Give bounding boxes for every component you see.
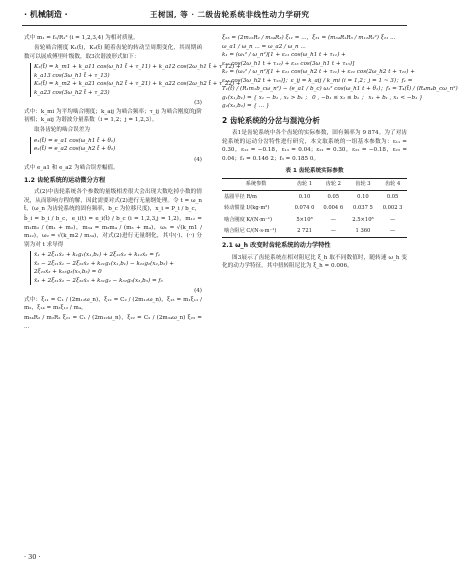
equation-line: k_a13 cos(3ω_h1 t̄ + τ_13)	[34, 72, 110, 79]
equation-line: k₁ = (ω₁² / ω_n²)[1 + ε₁₁ cos(ω_h1 t + τ₁₁) +	[222, 52, 346, 58]
table-cell: —	[390, 228, 396, 234]
page-number: · 30 ·	[24, 553, 41, 561]
table-cell: 基圆半径 R/m	[224, 193, 257, 200]
equation-line: k₂ = (ω₂² / ω_n²)[1 + ε₂₁ cos(ω_h2 t + τ₂₁) + ε₂₂ cos(2ω_h2 t + τ₂₂) +	[222, 69, 415, 75]
paragraph: m₃₄R₂ / m₂R₂ ξ₂₁ = C₁ / (2m₁₂ω_n)，ξ₂₂ = C₂ / (2m₃₄ω_n) ξ₂₃ = ...	[24, 315, 202, 330]
equation-line: K₁(t̄) = k_m1 + k_a11 cos(ω_h1 t̄ + τ_11) + k_a12 cos(2ω_h1 t̄ + τ_12) +	[34, 64, 241, 70]
table-cell: 0.074 0	[294, 205, 315, 211]
equation-line: 2ξ₂₃ẋ₃ + k₂₃g₃(x₃,b₃) = 0	[34, 269, 102, 275]
equation-stiffness	[30, 63, 241, 97]
table-header-cell: 齿轮 2	[325, 181, 341, 187]
paragraph: 式(2)中齿轮系统各个参数的量级相差很大会出现大数吃掉小数的情况，从而影响方程的解，因此需要对式(2)进行无量纲处理。令 t = ω_n t̄，(ω_n 为齿轮系统的固有频率，b_c 为位移尺度)，x_i = P_i / b_c，	[24, 189, 202, 212]
paragraph: b̃_i = b_i / b_c，e_i(t) = e_i(t̄) / b_c (i = 1,2,3,j = 1,2)，m₁₂ = m₁m₂ / (m₁ + m₂)，m₃₄ = m₃m₄ / (m₃ + m₄)，ω₁ = √(k_m1 / m₁₂)，ω₂ = √(k_m2 / m₃₄)，对式(2)进行无量纲化，其中(·)、(··) 分别为对 t 求导得	[24, 216, 202, 248]
equation-motion	[30, 251, 202, 285]
table-header-cell: 齿轮 1	[296, 181, 313, 187]
paragraph: 取各齿轮的啮合误差为	[34, 127, 90, 133]
table-header-cell: 齿轮 4	[384, 181, 401, 187]
paragraph: 式中 e_a1 和 e_a2 为啮合误差幅值。	[24, 165, 119, 171]
table-header-row	[222, 178, 407, 191]
equation-line: g₁(x₁,b₁) = { x₁ − b₁ , x₁ > b₁ ； 0 , −b₁ ≤ x₁ ≤ b₁ ； x₁ + b₁ , x₁ < −b₁ }	[222, 94, 423, 101]
equation-line: ω_a1 / ω_n ... = ω_a2 / ω_n ...	[222, 43, 306, 50]
table-caption: 表 1 齿轮系统实际参数	[285, 168, 344, 174]
equation-line: ẍ₂ − 2ξ₂₁ẋ₁ − 2ξ₂₂ẋ₂ + k₂₁g₁(x₁,b₁) − k₂₂g₂(x₂,b₂) +	[34, 260, 174, 267]
equation-line: ξ₂₃ = (2m₁₂R₂ / m₃₄R₃) ξ₁₁ = ...，ξ₃₁ = (m₃₄R₁R₃ / m₁₂R₂²) ξ₂₁ ...	[222, 35, 396, 41]
equation-coefficients	[222, 34, 458, 111]
table-cell: 转动惯量 I/(kg·m²)	[224, 205, 270, 211]
equation-line: ε₁₂ cos(2ω_h1 t + τ₁₂) + ε₁₃ cos(3ω_h1 t + τ₁₃)]	[222, 60, 355, 67]
equation-line: k_a23 cos(3ω_h2 t̄ + τ_23)	[34, 89, 110, 96]
paragraph: 式中：k_mi 为平均啮合刚度；k_aij 为啮合频率；τ_ij 为啮合刚度的j阶初相；k_aij 为谐波分量系数（i = 1,2；j = 1,2,3）。	[24, 108, 202, 123]
equation-line: K₂(t̄) = k_m2 + k_a21 cos(ω_h2 t̄ + τ_21) + k_a22 cos(2ω_h2 t̄ + τ_22) +	[34, 81, 241, 87]
table-cell: —	[330, 216, 336, 223]
table-cell: 5×10⁸	[296, 216, 313, 223]
equation-number: (4)	[194, 288, 202, 294]
table-row	[222, 226, 407, 238]
page-header	[0, 0, 427, 30]
table-header-cell: 系统参数	[245, 181, 267, 187]
table-cell: 啮合阻尼 C/(N·s·m⁻¹)	[224, 228, 277, 234]
section-heading: 1.2 齿轮系统的运动微分方程	[24, 176, 106, 184]
equation-number: (3)	[194, 100, 202, 106]
equation-line: e₂(t̄) = e_a2 cos(ω_h2 t̄ + θ₂)	[34, 146, 116, 152]
section-heading: 2.1 ω_h 改变时齿轮系统的动力学特性	[222, 242, 331, 249]
running-title: 王树国, 等 · 二级齿轮系统非线性动力学研究	[150, 10, 310, 19]
table-cell: —	[330, 228, 336, 234]
equation-line: e₁(t̄) = e_a1 cos(ω_h1 t̄ + θ₁)	[34, 137, 116, 144]
paragraph: 图3展示了齿轮系统在相对阻尼比 ξ_h 取不同数值时，随转速 ω_h 变化的动力学特征，其中扭转阻尼比为 ξ_h = 0.006。	[222, 254, 407, 269]
equation-line: ẍ₁ + 2ξ₁₁ẋ₁ + k₁g₁(x₁,b₁) + 2ξ₁₂ẋ₂ + k₁₂ẋ₂ = f₁	[34, 252, 161, 258]
equation-line: g₂(x₂,b₂) = { ... }	[222, 103, 270, 109]
equation-line: ε₂₃ cos(3ω_h2 t + τ₂₃)]；ε_ij = k_aij / k_mi (i = 1,2；j = 1 ~ 3)；f₁ =	[222, 77, 413, 84]
paragraph: 表1是齿轮系统中各个齿轮的实际参数，固有频率为 9 874。为了对齿轮系统的运动分岔特性进行研究，本文取系统的一组基本参数为：ε₁₁ = 0.30，ε₁₂ = −0.18，ε₁₃ = 0.04；ε₂₁ = 0.30，ε₂₂ = −0.18，ε₂₃ = 0.04；f₁ = 0.146 2；f₃ = 0.185 0。	[222, 130, 407, 162]
right-column	[222, 34, 458, 546]
section-heading: 2 齿轮系统的分岔与混沌分析	[222, 115, 320, 125]
paragraph: 式中 m₁ = f₁/R₁² (i = 1,2,3,4) 为相对质量。	[24, 35, 139, 41]
table-row	[222, 191, 407, 203]
paragraph: 齿轮啮合刚度 K₁(t̄)，K₂(t̄) 随着齿轮的转动呈周期变化，其周期函数可以展成傅里叶级数，取3次谐波形式如下：	[24, 45, 202, 60]
journal-name: · 机械制造 ·	[24, 10, 68, 19]
table-cell: 2.5×10⁸	[352, 216, 374, 223]
table-cell: 0.10	[298, 193, 311, 200]
header-rule	[22, 25, 407, 26]
table-cell: 0.004 6	[323, 205, 344, 211]
table-cell: 啮合刚度 K/(N·m⁻¹)	[224, 216, 272, 223]
equation-error	[30, 137, 202, 154]
equation-line: ẍ₃ + 2ξ₃₁ẋ₂ − 2ξ₃₂ẋ₃ + k₃₁g₂ − k₃₂g₃(x₃,b₃) = f₃	[34, 277, 163, 284]
equation-number: (4)	[194, 156, 202, 163]
table-cell: 2 721	[297, 228, 312, 234]
table-header-cell: 齿轮 3	[355, 181, 371, 187]
table-cell: 0.05	[386, 193, 399, 200]
table-cell: —	[390, 216, 396, 223]
table-cell: 0.037 5	[353, 205, 373, 211]
table-cell: 1 360	[355, 228, 371, 234]
table-row	[222, 214, 407, 226]
equation-line: T₁(t̄) / (R₁m₁b_cω_n²) − (e_a1 / b_c) ω₁² cos(ω_h1 t + θ₁)；f₃ = T₄(t̄) / (R₄m₄b_cω_n²)	[222, 86, 458, 92]
parameter-table	[222, 178, 407, 239]
paragraph: 式中：ξ₁₁ = C₁ / (2m₁₂ω_n)，ξ₁₂ = C₂ / (2m₁₂ω_n)，ξ₁₃ = m₁ξ₁₁ / m₂，ξ₁₄ = m₃ξ₁₂ / m₄，	[24, 296, 202, 311]
table-cell: 0.05	[327, 193, 340, 200]
table-cell: 0.002 3	[382, 205, 403, 211]
table-row	[222, 203, 407, 215]
table-cell: 0.10	[357, 193, 369, 200]
